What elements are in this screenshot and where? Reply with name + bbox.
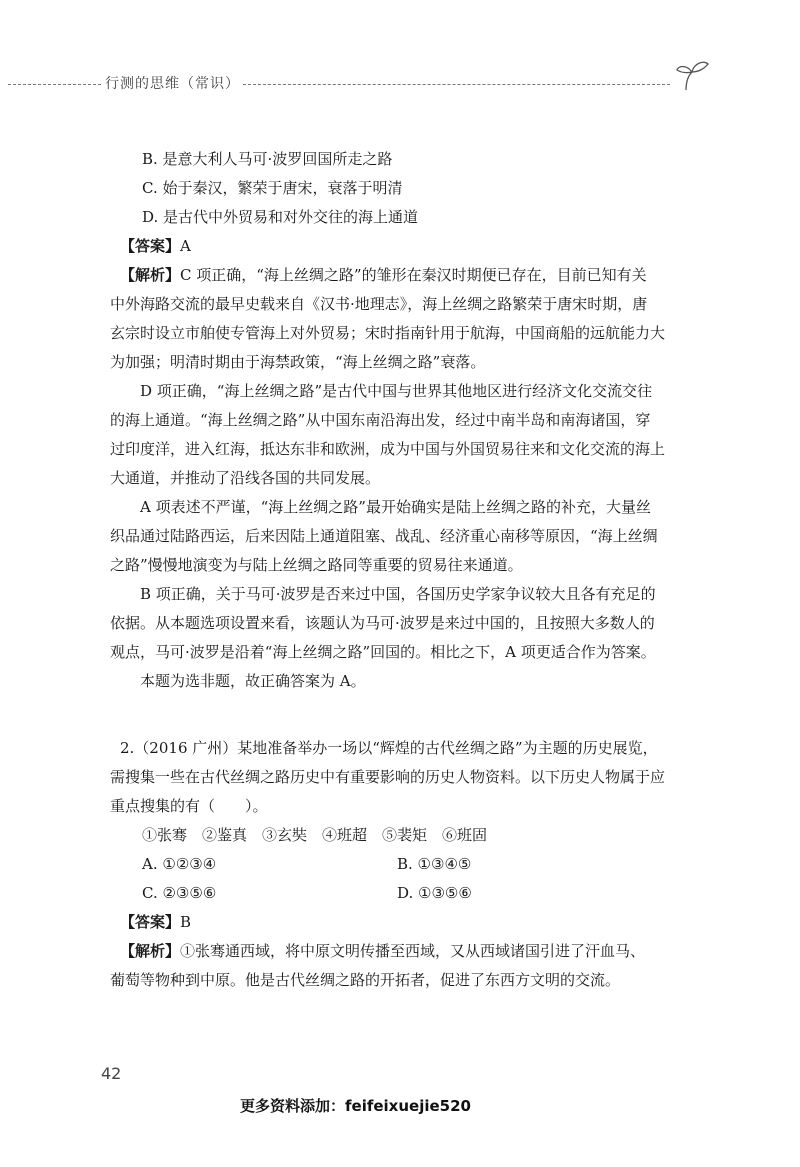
q2-answer [110, 908, 710, 937]
page-content [110, 145, 710, 995]
answer-tag: 【答案】 [120, 237, 181, 255]
q2-option-a: A. ①②③④ [142, 855, 217, 873]
q1-analysis-line: A 项表述不严谨，“海上丝绸之路”最开始确实是陆上丝绸之路的补充，大量丝 [140, 498, 651, 516]
q2-items: ①张骞 ②鉴真 ③玄奘 ④班超 ⑤裴矩 ⑥班固 [142, 826, 488, 844]
analysis-tag: 【解析】 [120, 942, 181, 960]
q1-analysis-line: 织品通过陆路西运，后来因陆上通道阻塞、战乱、经济重心南移等原因，“海上丝绸 [110, 527, 658, 545]
q1-answer [110, 232, 710, 261]
footer-note: 更多资料添加：feifeixuejie520 [240, 1097, 471, 1115]
q2-stem-line: 2.（2016 广州）某地准备举办一场以“辉煌的古代丝绸之路”为主题的历史展览， [120, 739, 658, 757]
q1-analysis-line: 本题为选非题，故正确答案为 A。 [140, 672, 366, 690]
q1-analysis-line: 观点，马可·波罗是沿着“海上丝绸之路”回国的。相比之下，A 项更适合作为答案。 [110, 643, 656, 661]
q1-option-c: C. 始于秦汉，繁荣于唐宋，衰落于明清 [142, 179, 403, 197]
header-title: 行测的思维（常识） [105, 76, 240, 92]
q1-analysis-line: D 项正确，“海上丝绸之路”是古代中国与世界其他地区进行经济文化交流交往 [140, 382, 653, 400]
q1-analysis-line: 过印度洋，进入红海，抵达东非和欧洲，成为中国与外国贸易往来和文化交流的海上 [110, 440, 666, 458]
q1-option-d: D. 是古代中外贸易和对外交往的海上通道 [142, 208, 419, 226]
analysis-tag: 【解析】 [120, 266, 181, 284]
sprout-icon [672, 56, 712, 92]
q2-options-row [110, 850, 710, 879]
q1-analysis-line: 的海上通道。“海上丝绸之路”从中国东南沿海出发，经过中南半岛和南海诸国，穿 [110, 411, 651, 429]
q1-analysis-line: 为加强；明清时期由于海禁政策，“海上丝绸之路”衰落。 [110, 353, 486, 371]
q1-analysis-line: 【解析】C 项正确，“海上丝绸之路”的雏形在秦汉时期便已存在，目前已知有关 [120, 266, 647, 284]
answer-value: A [180, 237, 191, 255]
question-gap [110, 696, 710, 734]
q1-analysis-line: 大通道，并推动了沿线各国的共同发展。 [110, 469, 381, 487]
header-rule-right [243, 84, 670, 85]
q1-analysis-line: 依据。从本题选项设置来看，该题认为马可·波罗是来过中国的，且按照大多数人的 [110, 614, 655, 632]
header-rule-left [8, 84, 101, 85]
q1-analysis-line: B 项正确，关于马可·波罗是否来过中国，各国历史学家争议较大且各有充足的 [140, 585, 656, 603]
q1-analysis-line: 玄宗时设立市舶使专管海上对外贸易；宋时指南针用于航海，中国商船的远航能力大 [110, 324, 666, 342]
q2-stem-line: 重点搜集的有（ ）。 [110, 797, 268, 815]
q2-analysis-line: 【解析】①张骞通西域，将中原文明传播至西域，又从西域诸国引进了汗血马、 [120, 942, 646, 960]
running-header [0, 70, 800, 100]
q2-stem-line: 需搜集一些在古代丝绸之路历史中有重要影响的历史人物资料。以下历史人物属于应 [110, 768, 666, 786]
q2-options-row [110, 879, 710, 908]
q2-option-c: C. ②③⑤⑥ [142, 884, 217, 902]
q2-analysis-line: 葡萄等物种到中原。他是古代丝绸之路的开拓者，促进了东西方文明的交流。 [110, 971, 621, 989]
q1-analysis-line: 之路”慢慢地演变为与陆上丝绸之路同等重要的贸易往来通道。 [110, 556, 523, 574]
answer-value: B [180, 913, 192, 931]
answer-tag: 【答案】 [120, 913, 181, 931]
q1-analysis-line: 中外海路交流的最早史载来自《汉书·地理志》，海上丝绸之路繁荣于唐宋时期，唐 [110, 295, 648, 313]
q2-option-b: B. ①③④⑤ [397, 855, 472, 873]
q2-option-d: D. ①③⑤⑥ [397, 884, 472, 902]
q1-option-b: B. 是意大利人马可·波罗回国所走之路 [142, 150, 393, 168]
page-number: 42 [101, 1064, 122, 1083]
